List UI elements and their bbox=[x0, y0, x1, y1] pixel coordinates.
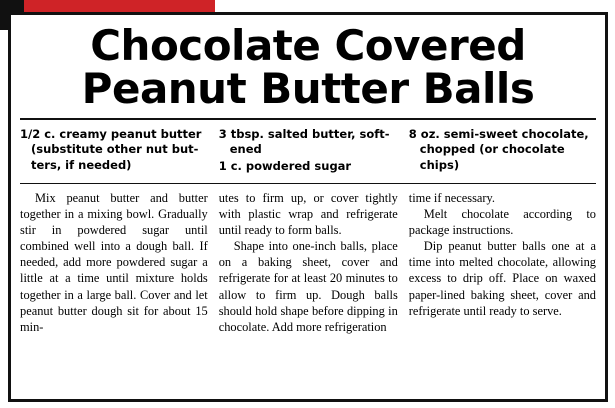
instructions-paragraph: utes to firm up, or cover tightly with plastic wrap and refrigerate until ready to form balls. bbox=[218, 190, 398, 238]
ingredient-item bbox=[20, 127, 209, 173]
instructions-section bbox=[20, 190, 596, 335]
ingredient-cont: ened bbox=[229, 142, 262, 157]
headline-line-1: Chocolate Covered bbox=[90, 21, 526, 70]
instructions-paragraph: Mix peanut butter and butter together in a mixing bowl. Gradually stir in powdered sugar until combined well into a dough ball. If needed, add more powdered sugar a little at a time until mixture holds together in a large ball. Cover and let peanut butter dough sit for about 15 min- bbox=[20, 190, 208, 334]
ingredient-cont: chips) bbox=[419, 157, 460, 172]
ingredient-item bbox=[219, 127, 399, 157]
article-frame bbox=[8, 12, 608, 402]
ingredients-section bbox=[20, 127, 596, 175]
ingredient-main: 1 c. powdered sugar bbox=[218, 158, 352, 173]
ingredients-column-1 bbox=[20, 127, 219, 175]
instructions-column-2 bbox=[219, 190, 409, 335]
instructions-paragraph: Shape into one-inch balls, place on a baking sheet, cover and refrigerate for at least 20 minutes to allow to firm up. Dough balls should hold shape before dipping in chocolate. Add more refrigeration bbox=[218, 239, 398, 334]
ingredients-divider bbox=[20, 183, 596, 184]
instructions-paragraph: time if necessary. bbox=[408, 190, 496, 205]
instructions-column-3 bbox=[409, 190, 596, 335]
instructions-paragraph: Melt chocolate according to package instructions. bbox=[408, 206, 596, 238]
ingredients-column-3 bbox=[409, 127, 596, 175]
ingredients-column-2 bbox=[219, 127, 409, 175]
ingredient-main: 3 tbsp. salted butter, soft- bbox=[218, 127, 390, 142]
ingredient-cont: (substitute other nut but- bbox=[31, 142, 199, 157]
ingredient-item bbox=[219, 159, 399, 174]
headline-line-2: Peanut Butter Balls bbox=[81, 64, 535, 114]
ingredient-cont: chopped (or chocolate bbox=[419, 142, 565, 157]
ingredient-main: 8 oz. semi-sweet chocolate, bbox=[408, 127, 589, 142]
headline-divider bbox=[20, 118, 596, 120]
instructions-column-1 bbox=[20, 190, 219, 335]
ingredient-cont: ters, if needed) bbox=[31, 157, 132, 172]
ingredient-item bbox=[409, 127, 596, 173]
ingredient-main: 1/2 c. creamy peanut butter bbox=[20, 127, 202, 142]
instructions-paragraph: Dip peanut butter balls one at a time into melted chocolate, allowing excess to drip off. Place on waxed paper-lined baking sheet, cover and refrigerate until ready to serve. bbox=[408, 239, 596, 318]
